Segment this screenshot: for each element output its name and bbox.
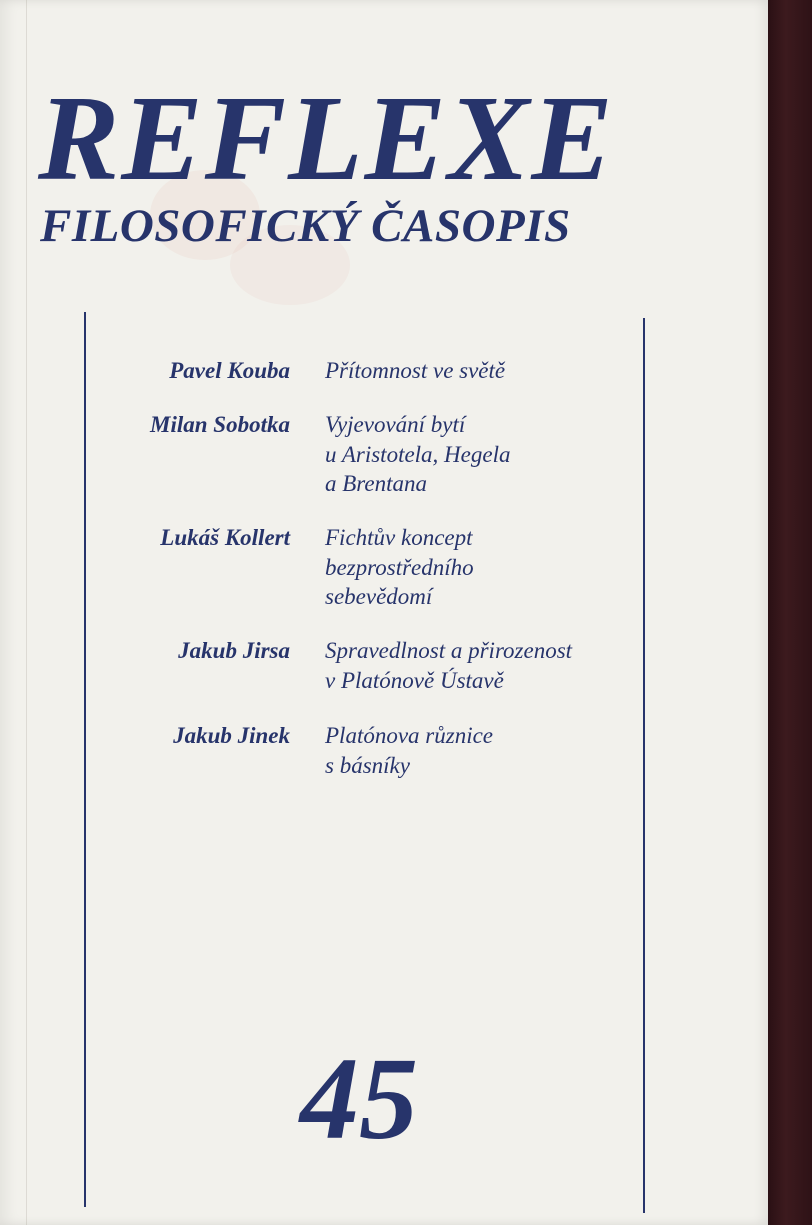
toc-article-line: Přítomnost ve světě [325,358,506,383]
toc-author: Pavel Kouba [169,358,290,383]
toc-article-title [325,721,645,780]
left-vertical-rule [84,312,86,1207]
toc-article-line: Vyjevování bytí [325,412,466,437]
toc-author: Jakub Jinek [173,723,290,748]
toc-article-title [325,636,645,695]
toc-article-line: a Brentana [325,471,427,496]
journal-title: REFLEXE [38,71,615,206]
toc-article-line: v Platónově Ústavě [325,667,504,693]
toc-article-line: sebevědomí [325,584,433,609]
background-edge [768,0,812,1225]
toc-article-title [325,356,645,386]
toc-article-line: Fichtův koncept [325,525,473,550]
toc-article-line: Spravedlnost a přirozenost [325,638,573,663]
toc-author: Milan Sobotka [150,412,290,437]
toc-author: Jakub Jirsa [178,638,290,663]
toc-article-title [325,523,645,612]
toc-article-line: bezprostředního [325,554,474,580]
issue-number: 45 [300,1033,418,1164]
spine-crease [26,0,27,1225]
toc-article-line: Platónova různice [325,723,493,748]
journal-subtitle: FILOSOFICKÝ ČASOPIS [40,200,571,252]
toc-article-line: u Aristotela, Hegela [325,441,511,467]
toc-author: Lukáš Kollert [160,525,290,550]
toc-article-line: s básníky [325,752,410,778]
toc-article-title [325,410,645,499]
